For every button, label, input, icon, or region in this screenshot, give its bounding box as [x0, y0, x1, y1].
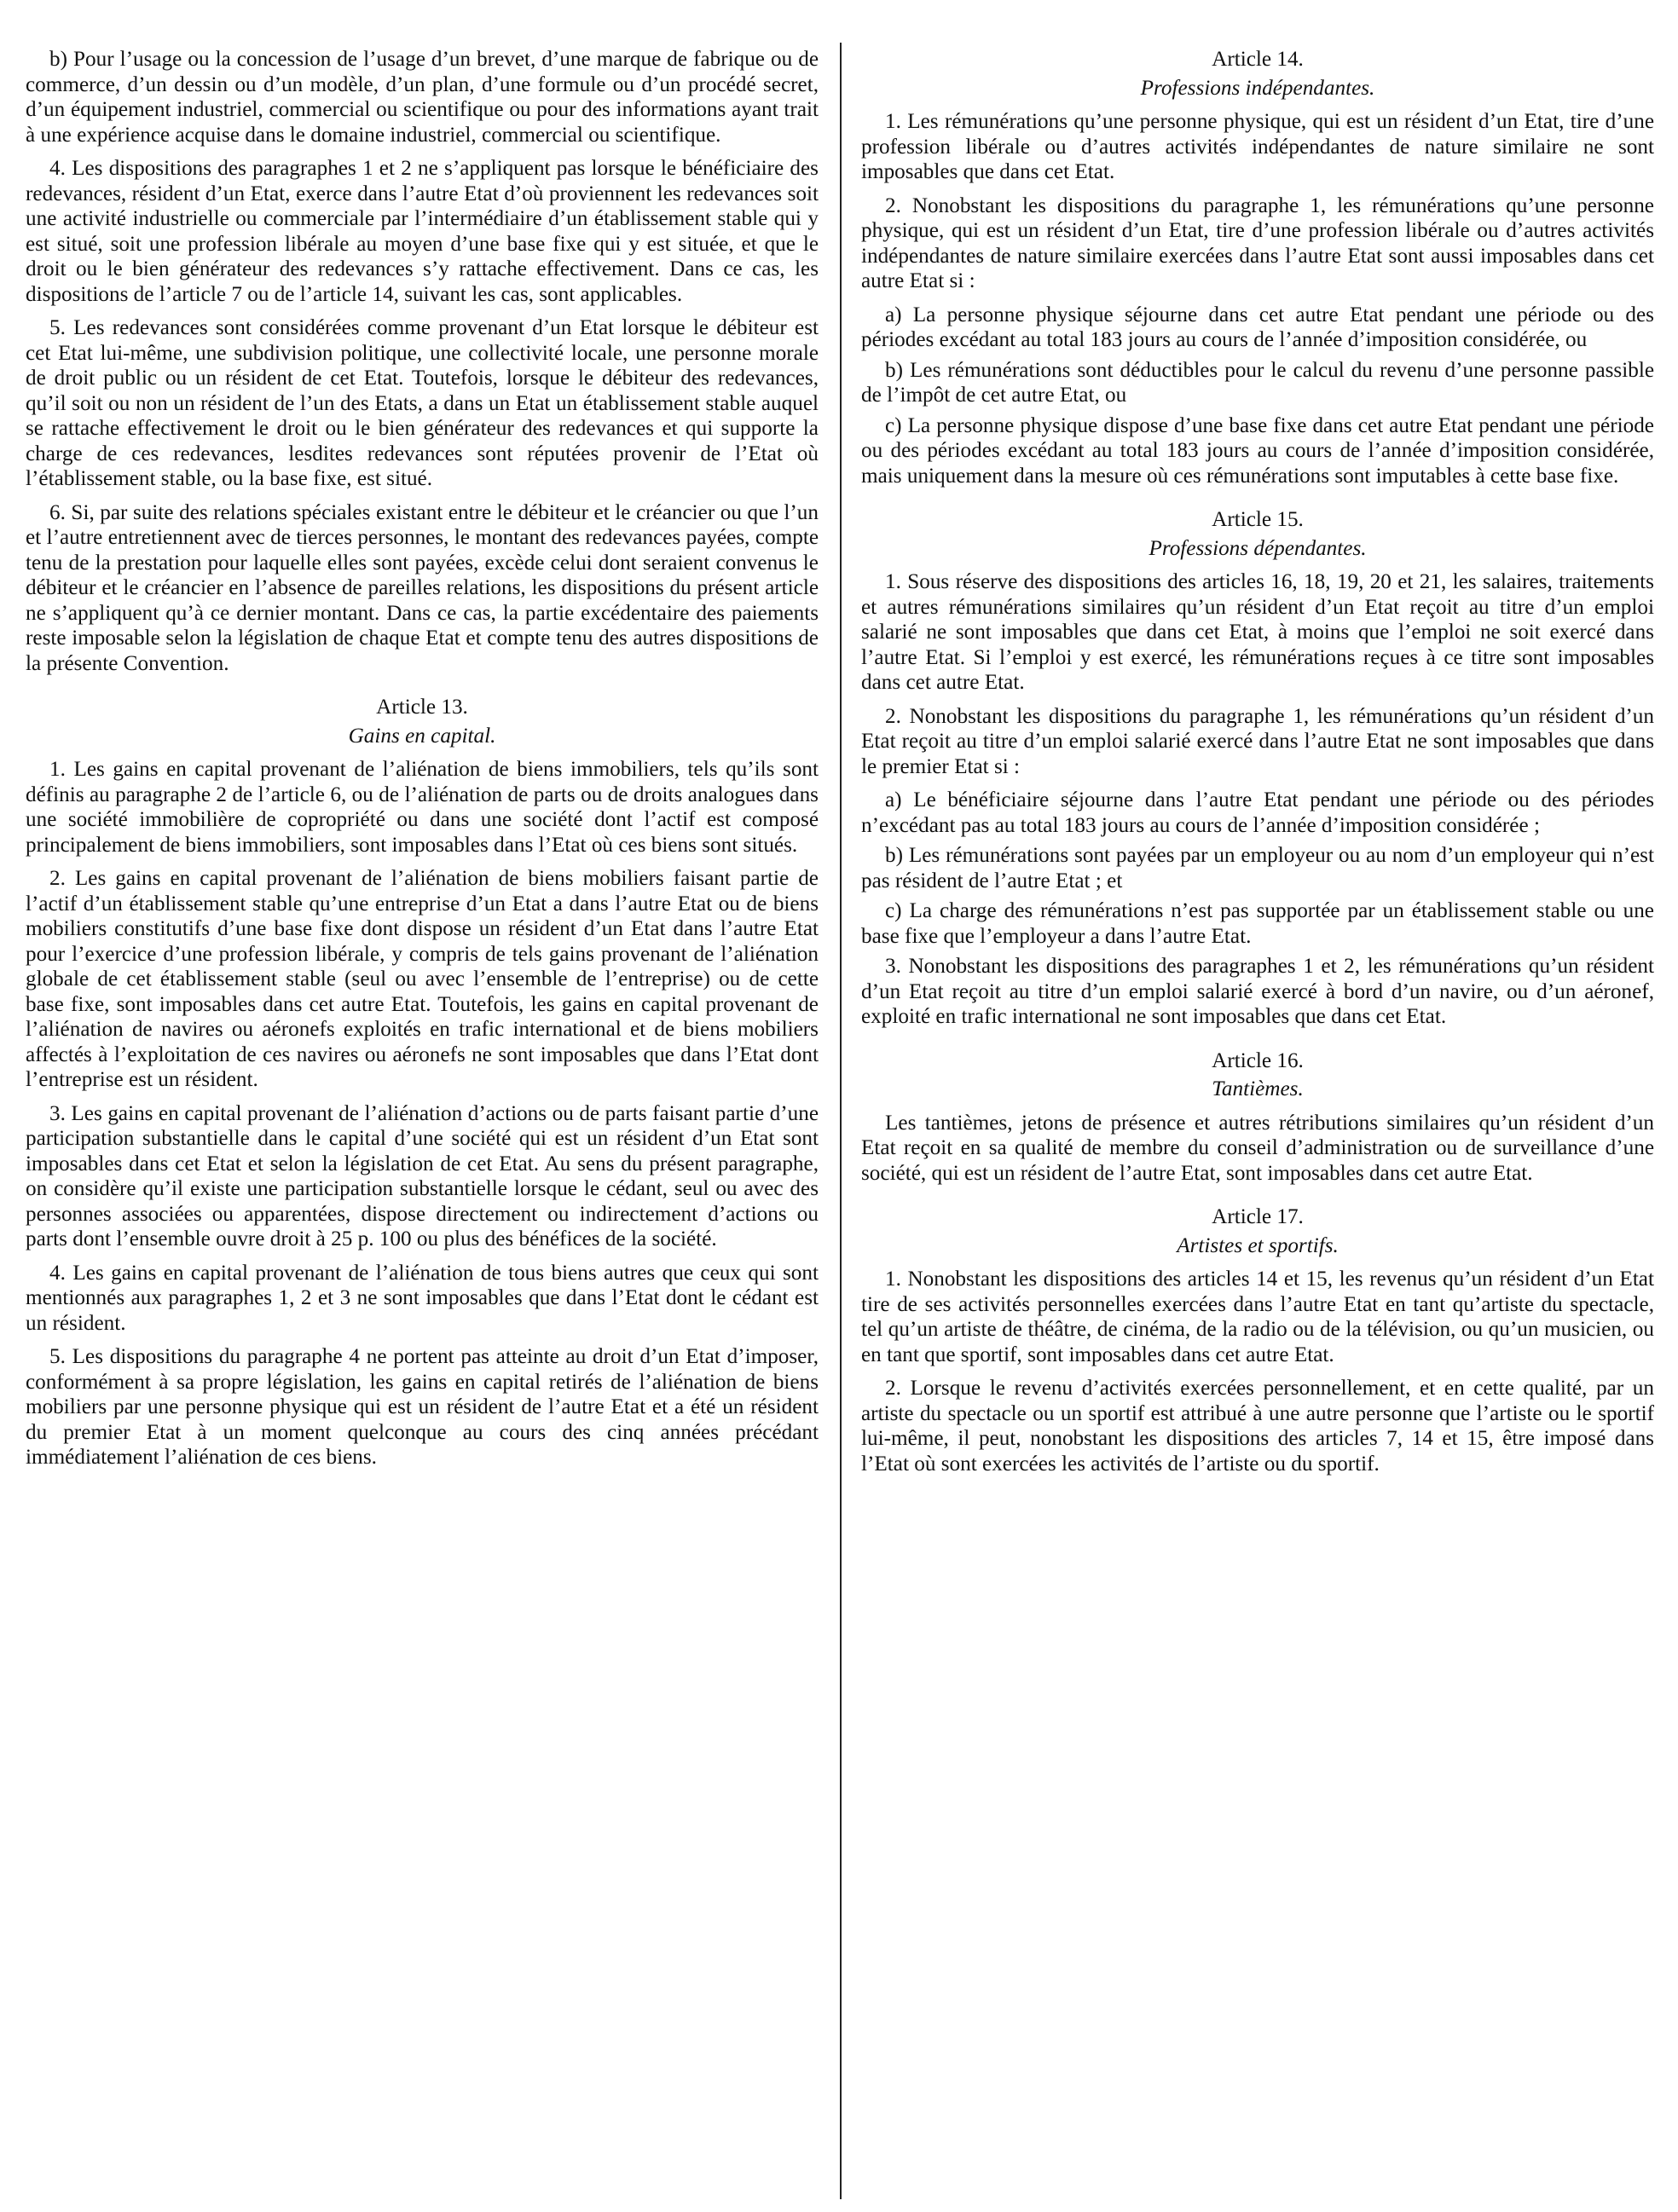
right-column: [861, 47, 1654, 1485]
article-13-title: Article 13.: [376, 696, 468, 719]
sub-paragraph: c) La charge des rémunérations n’est pas supportée par un établissement stable ou une base fixe que l’employeur a dans l’autre Etat.: [861, 899, 1654, 948]
article-17-title: Article 17.: [1212, 1205, 1304, 1228]
sub-paragraph: b) Les rémunérations sont déductibles pour le calcul du revenu d’une personne passible de l’impôt de cet autre Etat, ou: [861, 358, 1654, 407]
paragraph: 2. Nonobstant les dispositions du paragraphe 1, les rémunérations qu’un résident d’un Etat reçoit au titre d’un emploi salarié exercé dans l’autre Etat ne sont imposables que dans le premier Etat si :: [861, 704, 1654, 778]
sub-paragraph: b) Les rémunérations sont payées par un employeur ou au nom d’un employeur qui n’est pas résident de l’autre Etat ; et: [861, 844, 1654, 892]
paragraph: 2. Nonobstant les dispositions du paragraphe 1, les rémunérations qu’une personne physique, qui est un résident d’un Etat, tire d’une profession libérale ou d’autres activités indépendantes de nature similaire exercées dans l’autre Etat sont aussi imposables dans cet autre Etat si :: [861, 193, 1654, 292]
paragraph: 5. Les dispositions du paragraphe 4 ne portent pas atteinte au droit d’un Etat d’imposer, conformément à sa propre législation, les gains en capital retirés de l’aliénation de biens mobiliers par une personne physique qui est un résident de l’autre Etat et a été un résident du premier Etat à un moment quelconque au cours des cinq années précédant immédiatement l’aliénation de ces biens.: [26, 1345, 819, 1469]
paragraph: 2. Lorsque le revenu d’activités exercées personnellement, et en cette qualité, par un artiste du spectacle ou un sportif est attribué à une autre personne que l’artiste ou le sportif lui-même, il peut, nonobstant les dispositions des articles 7, 14 et 15, être imposé dans l’Etat où sont exercées les activités de l’artiste ou du sportif.: [861, 1377, 1654, 1476]
paragraph: 1. Les gains en capital provenant de l’aliénation de biens immobiliers, tels qu’ils sont définis au paragraphe 2 de l’article 6, ou de l’aliénation de parts ou de droits analogues dans une société immobilière de copropriété ou dans une société dont l’actif est composé principalement de biens immobiliers, sont imposables dans l’Etat où ces biens sont situés.: [26, 758, 819, 857]
paragraph: 3. Nonobstant les dispositions des paragraphes 1 et 2, les rémunérations qu’un résident d’un Etat reçoit au titre d’un emploi salarié exercé à bord d’un navire, ou d’un aéronef, exploité en trafic international ne sont imposables que dans cet Etat.: [861, 955, 1654, 1028]
paragraph: 6. Si, par suite des relations spéciales existant entre le débiteur et le créancier ou que l’un et l’autre entretiennent avec de tierces personnes, le montant des redevances payées, compte tenu de la prestation pour laquelle elles sont payées, excède celui dont seraient convenus le débiteur et le créancier en l’absence de pareilles relations, les dispositions du présent article ne s’appliquent qu’à ce dernier montant. Dans ce cas, la partie excédentaire des paiements reste imposable selon la législation de chaque Etat et compte tenu des autres dispositions de la présente Convention.: [26, 500, 819, 675]
paragraph: 1. Sous réserve des dispositions des articles 16, 18, 19, 20 et 21, les salaires, traitements et autres rémunérations similaires qu’un résident d’un Etat reçoit au titre d’un emploi salarié ne sont imposables que dans cet Etat, à moins que l’emploi ne soit exercé dans l’autre Etat. Si l’emploi y est exercé, les rémunérations reçues à ce titre sont imposables dans cet autre Etat.: [861, 570, 1654, 694]
document-page: [26, 47, 1654, 2199]
article-13-subtitle: Gains en capital.: [348, 724, 496, 748]
article-16-subtitle: Tantièmes.: [1212, 1077, 1304, 1100]
article-14-subtitle: Professions indépendantes.: [1140, 76, 1375, 100]
paragraph: 5. Les redevances sont considérées comme provenant d’un Etat lorsque le débiteur est cet Etat lui-même, une subdivision politique, une collectivité locale, une personne morale de droit public ou un résident de cet Etat. Toutefois, lorsque le débiteur des redevances, qu’il soit ou non un résident de l’un des Etats, a dans un Etat un établissement stable auquel se rattache effectivement le droit ou le bien générateur des redevances et qui supporte la charge de ces redevances, lesdites redevances sont réputées provenir de l’Etat où l’établissement stable, ou la base fixe, est situé.: [26, 316, 819, 490]
paragraph: 4. Les gains en capital provenant de l’aliénation de tous biens autres que ceux qui sont mentionnés aux paragraphes 1, 2 et 3 ne sont imposables que dans l’Etat dont le cédant est un résident.: [26, 1261, 819, 1335]
article-15-subtitle: Professions dépendantes.: [1149, 536, 1367, 560]
left-column: [26, 47, 819, 1479]
column-divider: [840, 43, 842, 2199]
paragraph: 4. Les dispositions des paragraphes 1 et 2 ne s’appliquent pas lorsque le bénéficiaire des redevances, résident d’un Etat, exerce dans l’autre Etat d’où proviennent les redevances soit une activité industrielle ou commerciale par l’intermédiaire d’un établissement stable qui y est situé, soit une profession libérale au moyen d’une base fixe qui y est située, et que le droit ou le bien générateur des redevances s’y rattache effectivement. Dans ce cas, les dispositions de l’article 7 ou de l’article 14, suivant les cas, sont applicables.: [26, 157, 819, 306]
article-15-title: Article 15.: [1212, 508, 1304, 531]
sub-paragraph: a) Le bénéficiaire séjourne dans l’autre Etat pendant une période ou des périodes n’excédant pas au total 183 jours au cours de l’année d’imposition considérée ;: [861, 788, 1654, 837]
paragraph: Les tantièmes, jetons de présence et autres rétributions similaires qu’un résident d’un Etat reçoit en sa qualité de membre du conseil d’administration ou de surveillance d’une société, qui est un résident de l’autre Etat, sont imposables dans cet autre Etat.: [861, 1111, 1654, 1185]
article-17-subtitle: Artistes et sportifs.: [1177, 1233, 1339, 1257]
sub-paragraph: a) La personne physique séjourne dans cet autre Etat pendant une période ou des périodes excédant au total 183 jours au cours de l’année d’imposition considérée, ou: [861, 303, 1654, 351]
paragraph: 1. Les rémunérations qu’une personne physique, qui est un résident d’un Etat, tire d’une profession libérale ou d’autres activités indépendantes de nature similaire ne sont imposables que dans cet Etat.: [861, 110, 1654, 183]
paragraph: b) Pour l’usage ou la concession de l’usage d’un brevet, d’une marque de fabrique ou de commerce, d’un dessin ou d’un modèle, d’un plan, d’une formule ou d’un procédé secret, d’un équipement industriel, commercial ou scientifique ou pour des informations ayant trait à une expérience acquise dans le domaine industriel, commercial ou scientifique.: [26, 48, 819, 147]
sub-paragraph: c) La personne physique dispose d’une base fixe dans cet autre Etat pendant une période ou des périodes excédant au total 183 jours au cours de l’année d’imposition considérée, mais uniquement dans la mesure où ces rémunérations sont imputables à cette base fixe.: [861, 413, 1654, 488]
paragraph: 2. Les gains en capital provenant de l’aliénation de biens mobiliers faisant partie de l’actif d’un établissement stable qu’une entreprise d’un Etat a dans l’autre Etat ou de biens mobiliers constitutifs d’une base fixe dont dispose un résident d’un Etat dans l’autre Etat pour l’exercice d’une profession libérale, y compris de tels gains provenant de l’aliénation globale de cet établissement stable (seul ou avec l’ensemble de l’entreprise) ou de cette base fixe, sont imposables dans cet autre Etat. Toutefois, les gains en capital provenant de l’aliénation de navires ou aéronefs exploités en trafic international et de biens mobiliers affectés à l’exploitation de ces navires ou aéronefs ne sont imposables que dans l’Etat dont l’entreprise est un résident.: [26, 867, 819, 1091]
article-14-title: Article 14.: [1212, 48, 1304, 71]
article-16-title: Article 16.: [1212, 1048, 1304, 1072]
paragraph: 3. Les gains en capital provenant de l’aliénation d’actions ou de parts faisant partie d’une participation substantielle dans le capital d’une société qui est un résident d’un Etat sont imposables dans cet Etat et selon la législation de cet Etat. Au sens du présent paragraphe, on considère qu’il existe une participation substantielle lorsque le cédant, seul ou avec des personnes associées ou apparentées, dispose directement ou indirectement d’actions ou parts dont l’ensemble ouvre droit à 25 p. 100 ou plus des bénéfices de la société.: [26, 1101, 819, 1250]
paragraph: 1. Nonobstant les dispositions des articles 14 et 15, les revenus qu’un résident d’un Etat tire de ses activités personnelles exercées dans l’autre Etat en tant qu’artiste du spectacle, tel qu’un artiste de théâtre, de cinéma, de la radio ou de la télévision, ou qu’un musicien, ou en tant que sportif, sont imposables dans cet autre Etat.: [861, 1268, 1654, 1366]
